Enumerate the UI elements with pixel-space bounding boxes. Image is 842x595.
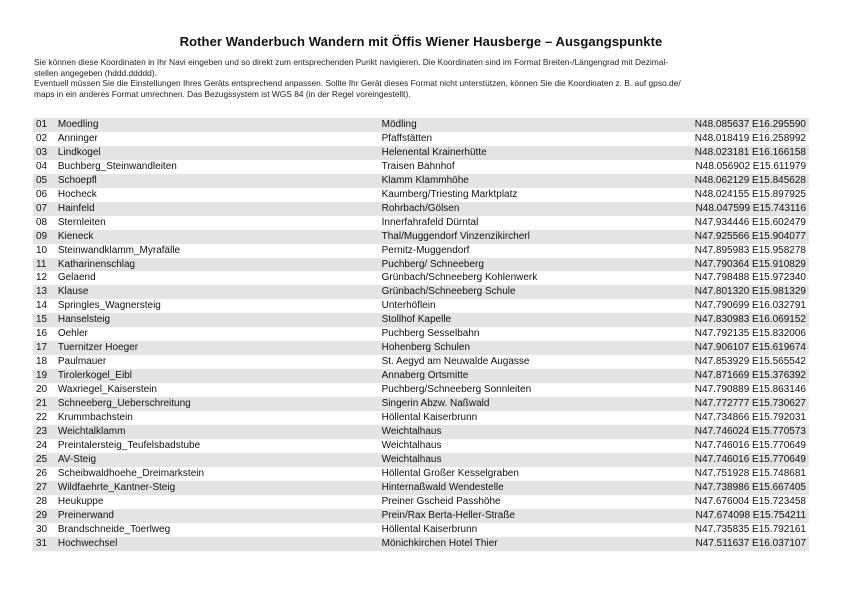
document-title: Rother Wanderbuch Wandern mit Öffis Wiener Hausberge – Ausgangspunkte [179, 34, 663, 49]
table-row [33, 355, 809, 369]
table-row [33, 160, 809, 174]
starting-point: Mönichkirchen Hotel Thier [379, 537, 671, 551]
starting-point: Kaumberg/Triesting Marktplatz [379, 188, 671, 202]
table-row [33, 383, 809, 397]
coordinates: N47.853929 E15.565542 [671, 355, 809, 369]
starting-point: St. Aegyd am Neuwalde Augasse [379, 355, 671, 369]
route-name: Waxriegel_Kaiserstein [55, 383, 379, 397]
row-number: 02 [33, 132, 55, 146]
table-row [33, 453, 809, 467]
starting-point: Klamm Klammhöhe [379, 174, 671, 188]
coordinates: N47.746016 E15.770649 [671, 453, 809, 467]
table-row [33, 411, 809, 425]
route-name: Scheibwaldhoehe_Dreimarkstein [55, 467, 379, 481]
route-name: Steinwandklamm_Myrafälle [55, 244, 379, 258]
coordinates: N48.018419 E16.258992 [671, 132, 809, 146]
coordinates: N47.738986 E15.667405 [671, 481, 809, 495]
coordinates: N48.056902 E15.611979 [671, 160, 809, 174]
route-name: Oehler [55, 327, 379, 341]
row-number: 22 [33, 411, 55, 425]
starting-point: Hinternaßwald Wendestelle [379, 481, 671, 495]
table-row [33, 341, 809, 355]
table-row [33, 425, 809, 439]
coordinates: N47.801320 E15.981329 [671, 285, 809, 299]
starting-point: Stollhof Kapelle [379, 313, 671, 327]
coordinates: N48.024155 E15.897925 [671, 188, 809, 202]
coordinates: N47.934446 E15.602479 [671, 216, 809, 230]
table-row [33, 230, 809, 244]
coordinates: N47.925566 E15.904077 [671, 230, 809, 244]
coordinates: N47.906107 E15.619674 [671, 341, 809, 355]
route-name: Hochwechsel [55, 537, 379, 551]
starting-point: Puchberg/Schneeberg Sonnleiten [379, 383, 671, 397]
route-name: Katharinenschlag [55, 258, 379, 272]
intro-line: stellen angegeben (hddd.ddddd). [34, 67, 157, 78]
coordinates: N47.895983 E15.958278 [671, 244, 809, 258]
coordinates: N48.047599 E15.743116 [671, 202, 809, 216]
row-number: 28 [33, 495, 55, 509]
row-number: 19 [33, 369, 55, 383]
route-name: Klause [55, 285, 379, 299]
route-name: Heukuppe [55, 495, 379, 509]
row-number: 25 [33, 453, 55, 467]
starting-point: Weichtalhaus [379, 425, 671, 439]
coordinates: N47.746024 E15.770573 [671, 425, 809, 439]
route-name: Gelaend [55, 271, 379, 285]
starting-point: Innerfahrafeld Dürntal [379, 216, 671, 230]
table-row [33, 271, 809, 285]
row-number: 27 [33, 481, 55, 495]
table-row [33, 216, 809, 230]
route-name: Hanselsteig [55, 313, 379, 327]
table-row [33, 174, 809, 188]
row-number: 16 [33, 327, 55, 341]
starting-point: Singerin Abzw. Naßwald [379, 397, 671, 411]
coordinates: N47.790699 E16.032791 [671, 299, 809, 313]
route-name: Krummbachstein [55, 411, 379, 425]
intro-text [34, 57, 808, 99]
starting-point: Traisen Bahnhof [379, 160, 671, 174]
coordinates: N48.023181 E16.166158 [671, 146, 809, 160]
route-name: Sternleiten [55, 216, 379, 230]
starting-point: Höllental Kaiserbrunn [379, 411, 671, 425]
table-row [33, 132, 809, 146]
row-number: 03 [33, 146, 55, 160]
route-name: Schneeberg_Ueberschreitung [55, 397, 379, 411]
table-row [33, 439, 809, 453]
route-name: Kieneck [55, 230, 379, 244]
table-row [33, 467, 809, 481]
table-row [33, 244, 809, 258]
coordinates: N48.062129 E15.845628 [671, 174, 809, 188]
route-name: Weichtalklamm [55, 425, 379, 439]
table-row [33, 118, 809, 132]
table-row [33, 397, 809, 411]
starting-point: Puchberg Sesselbahn [379, 327, 671, 341]
table-row [33, 509, 809, 523]
starting-point: Grünbach/Schneeberg Schule [379, 285, 671, 299]
row-number: 10 [33, 244, 55, 258]
row-number: 29 [33, 509, 55, 523]
starting-point: Pernitz-Muggendorf [379, 244, 671, 258]
row-number: 30 [33, 523, 55, 537]
coordinates: N47.735835 E15.792161 [671, 523, 809, 537]
row-number: 06 [33, 188, 55, 202]
coordinates: N47.792135 E15.832006 [671, 327, 809, 341]
coordinates: N47.772777 E15.730627 [671, 397, 809, 411]
row-number: 26 [33, 467, 55, 481]
coordinates: N48.085637 E16.295590 [671, 118, 809, 132]
coordinates: N47.676004 E15.723458 [671, 495, 809, 509]
route-name: Schoepfl [55, 174, 379, 188]
row-number: 09 [33, 230, 55, 244]
row-number: 15 [33, 313, 55, 327]
row-number: 04 [33, 160, 55, 174]
starting-point: Unterhöflein [379, 299, 671, 313]
table-row [33, 146, 809, 160]
coordinates: N47.734866 E15.792031 [671, 411, 809, 425]
intro-line: maps in ein anderes Format umrechnen. Das Bezugssystem ist WGS 84 (in der Regel voreingestellt). [34, 88, 411, 99]
coordinates: N47.751928 E15.748681 [671, 467, 809, 481]
route-name: Buchberg_Steinwandleiten [55, 160, 379, 174]
coordinates: N47.790889 E15.863146 [671, 383, 809, 397]
starting-point: Mödling [379, 118, 671, 132]
route-name: Moedling [55, 118, 379, 132]
coordinates: N47.511637 E16.037107 [671, 537, 809, 551]
table-row [33, 523, 809, 537]
row-number: 20 [33, 383, 55, 397]
table-row [33, 299, 809, 313]
table-row [33, 202, 809, 216]
row-number: 21 [33, 397, 55, 411]
table-row [33, 495, 809, 509]
intro-line: Sie können diese Koordinaten in Ihr Navi eingeben und so direkt zum entsprechenden Punkt navigieren. Die Koordinaten sind im Format Breiten-/Längengrad mit Dezimal- [34, 57, 669, 67]
route-name: Tirolerkogel_Eibl [55, 369, 379, 383]
table-row [33, 258, 809, 272]
starting-point: Weichtalhaus [379, 453, 671, 467]
starting-point: Helenental Krainerhütte [379, 146, 671, 160]
coordinates: N47.798488 E15.972340 [671, 271, 809, 285]
starting-point: Pfaffstätten [379, 132, 671, 146]
route-name: Tuernitzer Hoeger [55, 341, 379, 355]
route-name: Preintalersteig_Teufelsbadstube [55, 439, 379, 453]
row-number: 23 [33, 425, 55, 439]
starting-point: Grünbach/Schneeberg Kohlenwerk [379, 271, 671, 285]
route-name: Springles_Wagnersteig [55, 299, 379, 313]
starting-point: Puchberg/ Schneeberg [379, 258, 671, 272]
starting-point: Hohenberg Schulen [379, 341, 671, 355]
starting-point: Thal/Muggendorf Vinzenzikircherl [379, 230, 671, 244]
row-number: 07 [33, 202, 55, 216]
route-name: Hocheck [55, 188, 379, 202]
starting-point: Prein/Rax Berta-Heller-Straße [379, 509, 671, 523]
row-number: 11 [33, 258, 55, 272]
route-name: Anninger [55, 132, 379, 146]
coordinates: N47.790364 E15.910829 [671, 258, 809, 272]
table-row [33, 285, 809, 299]
row-number: 13 [33, 285, 55, 299]
starting-point: Höllental Kaiserbrunn [379, 523, 671, 537]
starting-point: Preiner Gscheid Passhöhe [379, 495, 671, 509]
route-name: Brandschneide_Toerlweg [55, 523, 379, 537]
table-row [33, 313, 809, 327]
row-number: 12 [33, 271, 55, 285]
row-number: 17 [33, 341, 55, 355]
table-row [33, 369, 809, 383]
starting-point: Weichtalhaus [379, 439, 671, 453]
coordinates: N47.674098 E15.754211 [671, 509, 809, 523]
table-row [33, 537, 809, 551]
route-name: Lindkogel [55, 146, 379, 160]
route-name: Hainfeld [55, 202, 379, 216]
table-row [33, 327, 809, 341]
starting-point: Höllental Großer Kesselgraben [379, 467, 671, 481]
row-number: 24 [33, 439, 55, 453]
coordinates: N47.830983 E16.069152 [671, 313, 809, 327]
starting-point: Rohrbach/Gölsen [379, 202, 671, 216]
row-number: 08 [33, 216, 55, 230]
intro-line: Eventuell müssen Sie die Einstellungen Ihres Geräts entsprechend anpassen. Sollte Ihr Gerät dieses Format nicht unterstützen, können Sie die Koordinaten z. B. auf gpso.de/ [34, 78, 681, 89]
row-number: 05 [33, 174, 55, 188]
coordinates: N47.871669 E15.376392 [671, 369, 809, 383]
route-name: AV-Steig [55, 453, 379, 467]
row-number: 01 [33, 118, 55, 132]
table-row [33, 481, 809, 495]
route-name: Preinerwand [55, 509, 379, 523]
coordinates-table [33, 118, 809, 551]
starting-point: Annaberg Ortsmitte [379, 369, 671, 383]
coordinates: N47.746016 E15.770649 [671, 439, 809, 453]
row-number: 31 [33, 537, 55, 551]
table-row [33, 188, 809, 202]
route-name: Wildfaehrte_Kantner-Steig [55, 481, 379, 495]
row-number: 18 [33, 355, 55, 369]
route-name: Paulmauer [55, 355, 379, 369]
row-number: 14 [33, 299, 55, 313]
